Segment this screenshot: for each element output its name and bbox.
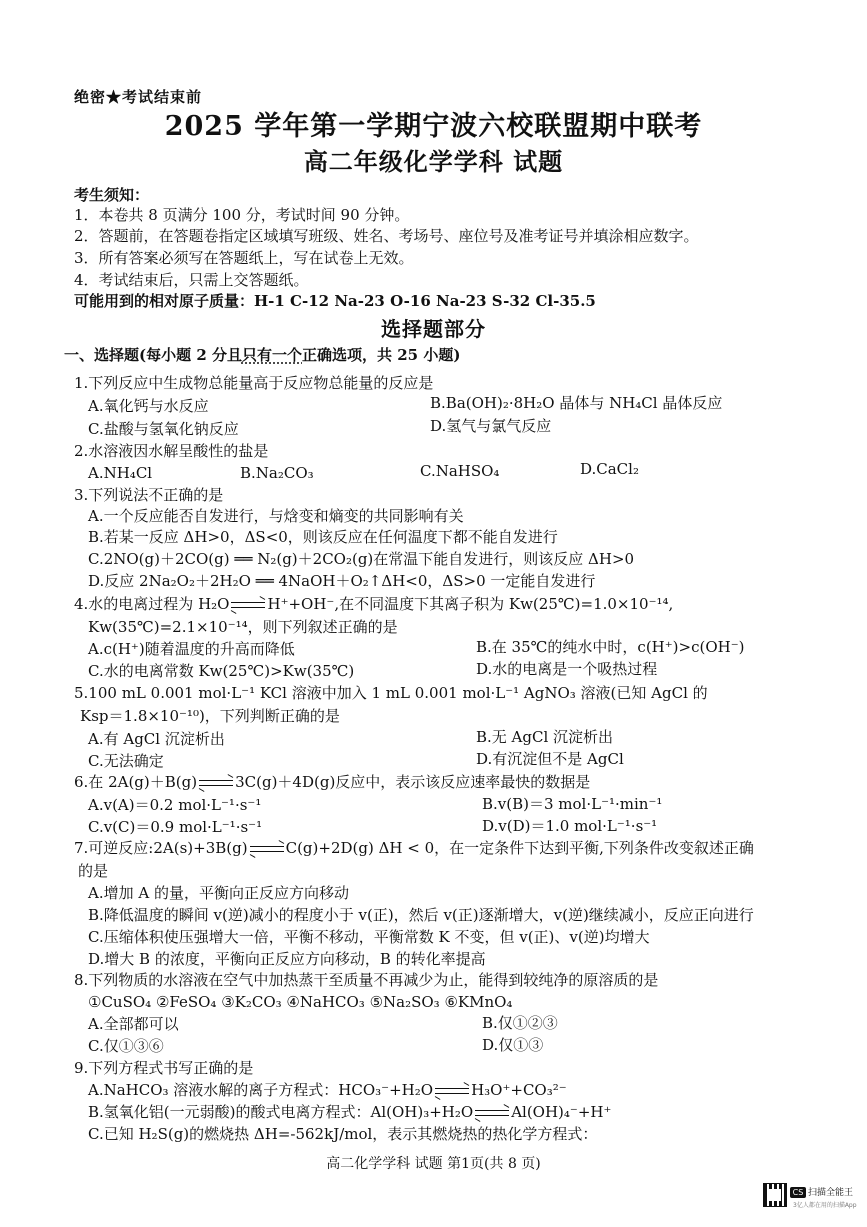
q8-option-b: B.仅①②③ [482, 1014, 558, 1032]
q6-option-b: B.v(B)＝3 mol·L⁻¹·min⁻¹ [482, 795, 663, 813]
q9-option-a-post: H₃O⁺+CO₃²⁻ [471, 1081, 567, 1099]
q5-stem-line2: Ksp＝1.8×10⁻¹⁰)，下列判断正确的是 [80, 707, 340, 725]
q9-option-a [88, 1080, 567, 1100]
q6-option-c: C.v(C)＝0.9 mol·L⁻¹·s⁻¹ [88, 818, 263, 836]
q3-option-a: A.一个反应能否自发进行，与焓变和熵变的共同影响有关 [88, 507, 464, 525]
q4-stem-post: H⁺+OH⁻,在不同温度下其离子积为 Kw(25℃)=1.0×10⁻¹⁴, [267, 595, 674, 613]
q5-option-b: B.无 AgCl 沉淀析出 [476, 728, 614, 746]
watermark-tagline: 3亿人都在用的扫描App [793, 1202, 857, 1209]
equilibrium-arrow-icon [199, 777, 233, 789]
part-heading-post: 正确选项，共 25 小题) [302, 346, 461, 364]
q3-option-c: C.2NO(g)＋2CO(g) ══ N₂(g)＋2CO₂(g)在常温下能自发进行，则该反应 ΔH>0 [88, 550, 635, 568]
q2-option-b: B.Na₂CO₃ [240, 464, 314, 482]
q1-option-d: D.氢气与氯气反应 [430, 417, 552, 435]
q2-stem: 2.水溶液因水解呈酸性的盐是 [74, 442, 269, 460]
q4-option-b: B.在 35℃的纯水中时，c(H⁺)>c(OH⁻) [476, 638, 745, 656]
part-heading [64, 344, 460, 365]
q8-substance-list: ①CuSO₄ ②FeSO₄ ③K₂CO₃ ④NaHCO₃ ⑤Na₂SO₃ ⑥KMnO₄ [88, 993, 513, 1011]
camscanner-logo-icon: CS [790, 1187, 806, 1198]
q9-option-a-pre: A.NaHCO₃ 溶液水解的离子方程式：HCO₃⁻+H₂O [88, 1081, 434, 1099]
q7-stem-post: C(g)+2D(g) ΔH < 0，在一定条件下达到平衡,下列条件改变叙述正确 [285, 839, 754, 857]
qr-code-icon [763, 1183, 787, 1207]
part-heading-pre: 一、选择题(每小题 2 分且 [64, 346, 242, 364]
q8-stem: 8.下列物质的水溶液在空气中加热蒸干至质量不再减少为止，能得到较纯净的原溶质的是 [74, 971, 659, 989]
equilibrium-arrow-icon [435, 1085, 469, 1097]
section-title: 选择题部分 [381, 317, 486, 341]
q2-option-c: C.NaHSO₄ [420, 462, 500, 480]
q4-stem-line2: Kw(35℃)=2.1×10⁻¹⁴，则下列叙述正确的是 [88, 618, 398, 636]
q8-option-a: A.全部都可以 [88, 1015, 179, 1033]
q4-option-d: D.水的电离是一个吸热过程 [476, 660, 658, 678]
page-footer: 高二化学学科 试题 第1页(共 8 页) [326, 1156, 541, 1172]
notice-item: 2．答题前，在答题卷指定区域填写班级、姓名、考场号、座位号及准考证号并填涂相应数字。 [74, 227, 699, 245]
q7-option-b: B.降低温度的瞬间 v(逆)减小的程度小于 v(正)，然后 v(正)逐渐增大，v(逆)继续减小，反应正向进行 [88, 906, 754, 924]
q4-stem-pre: 4.水的电离过程为 H₂O [74, 595, 230, 613]
notice-item: 1．本卷共 8 页满分 100 分，考试时间 90 分钟。 [74, 206, 410, 224]
q2-option-a: A.NH₄Cl [88, 464, 153, 482]
q6-option-a: A.v(A)＝0.2 mol·L⁻¹·s⁻¹ [88, 796, 262, 814]
q2-option-d: D.CaCl₂ [580, 460, 639, 478]
exam-title: 2025 学年第一学期宁波六校联盟期中联考 [164, 111, 703, 142]
atomic-mass-line: 可能用到的相对原子质量：H-1 C-12 Na-23 O-16 Na-23 S-32 Cl-35.5 [74, 292, 596, 310]
q9-option-b [88, 1102, 611, 1122]
exam-subtitle: 高二年级化学学科 试题 [303, 147, 564, 176]
notice-item: 3．所有答案必须写在答题纸上，写在试卷上无效。 [74, 249, 414, 267]
q3-option-d: D.反应 2Na₂O₂＋2H₂O ══ 4NaOH＋O₂↑ΔH<0，ΔS>0 一定能自发进行 [88, 572, 596, 590]
q6-stem-post: 3C(g)＋4D(g)反应中，表示该反应速率最快的数据是 [235, 773, 591, 791]
notice-item: 4．考试结束后，只需上交答题纸。 [74, 271, 309, 289]
confidential-label: 绝密★考试结束前 [74, 88, 203, 106]
q4-option-c: C.水的电离常数 Kw(25℃)>Kw(35℃) [88, 662, 355, 680]
q7-option-c: C.压缩体积使压强增大一倍，平衡不移动，平衡常数 K 不变，但 v(正)、v(逆)均增大 [88, 928, 650, 946]
q8-option-c: C.仅①③⑥ [88, 1037, 164, 1055]
q5-option-a: A.有 AgCl 沉淀析出 [88, 730, 225, 748]
q1-option-a: A.氧化钙与水反应 [88, 397, 209, 415]
q3-stem: 3.下列说法不正确的是 [74, 486, 224, 504]
part-heading-emphasis: 只有一个 [241, 346, 302, 364]
q7-option-d: D.增大 B 的浓度，平衡向正反应方向移动，B 的转化率提高 [88, 950, 486, 968]
q7-stem-line2: 的是 [78, 862, 109, 880]
q7-stem-pre: 7.可逆反应:2A(s)+3B(g) [74, 839, 248, 857]
q9-option-b-pre: B.氢氧化铝(一元弱酸)的酸式电离方程式：Al(OH)₃+H₂O [88, 1103, 474, 1121]
q1-option-c: C.盐酸与氢氧化钠反应 [88, 420, 239, 438]
q1-stem: 1.下列反应中生成物总能量高于反应物总能量的反应是 [74, 374, 434, 392]
notice-heading: 考生须知： [74, 186, 150, 204]
q5-option-c: C.无法确定 [88, 752, 164, 770]
q8-option-d: D.仅①③ [482, 1036, 544, 1054]
q6-option-d: D.v(D)＝1.0 mol·L⁻¹·s⁻¹ [482, 817, 658, 835]
q5-stem: 5.100 mL 0.001 mol·L⁻¹ KCl 溶液中加入 1 mL 0.001 mol·L⁻¹ AgNO₃ 溶液(已知 AgCl 的 [74, 684, 708, 702]
q4-stem [74, 594, 673, 614]
q6-stem-pre: 6.在 2A(g)＋B(g) [74, 773, 198, 791]
q1-option-b: B.Ba(OH)₂·8H₂O 晶体与 NH₄Cl 晶体反应 [430, 394, 723, 412]
watermark-brand: 扫描全能王 [808, 1188, 854, 1198]
q5-option-d: D.有沉淀但不是 AgCl [476, 750, 624, 768]
q4-option-a: A.c(H⁺)随着温度的升高而降低 [88, 640, 295, 658]
q7-option-a: A.增加 A 的量，平衡向正反应方向移动 [88, 884, 349, 902]
q7-stem [74, 838, 754, 858]
q9-stem: 9.下列方程式书写正确的是 [74, 1059, 254, 1077]
q9-option-c: C.已知 H₂S(g)的燃烧热 ΔH=-562kJ/mol，表示其燃烧热的热化学方程式： [88, 1125, 598, 1143]
q6-stem [74, 772, 590, 792]
equilibrium-arrow-icon [231, 599, 265, 611]
equilibrium-arrow-icon [475, 1107, 509, 1119]
q9-option-b-post: Al(OH)₄⁻+H⁺ [511, 1103, 612, 1121]
equilibrium-arrow-icon [250, 843, 284, 855]
q3-option-b: B.若某一反应 ΔH>0，ΔS<0，则该反应在任何温度下都不能自发进行 [88, 528, 558, 546]
